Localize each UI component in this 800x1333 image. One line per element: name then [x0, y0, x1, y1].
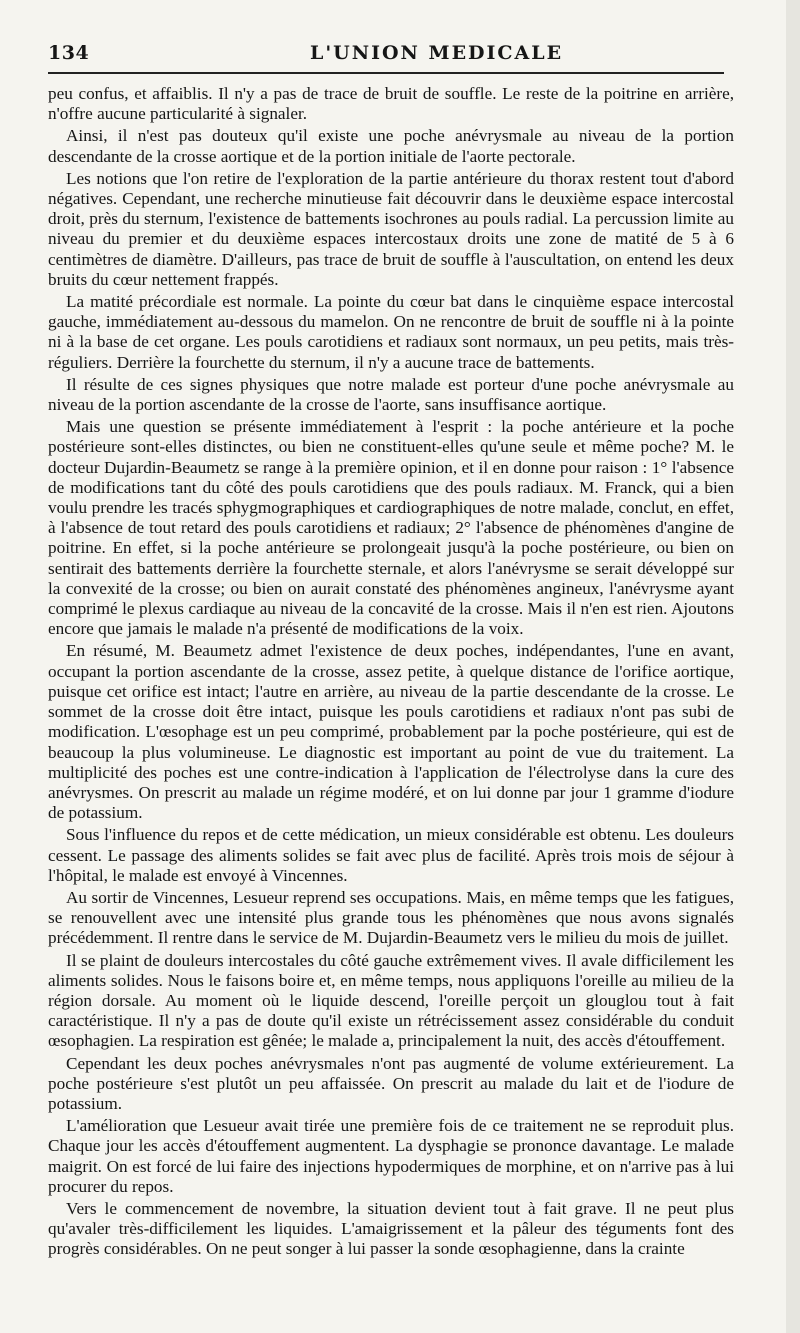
page-header: [48, 42, 724, 64]
paragraph: Sous l'influence du repos et de cette médication, un mieux considérable est obtenu. Les douleurs cessent. Le passage des aliments solides se fait avec plus de facilité. Après trois mois de séjour à l'hôpital, le malade est envoyé à Vincennes.: [48, 825, 734, 885]
paragraph: peu confus, et affaiblis. Il n'y a pas de trace de bruit de souffle. Le reste de la poitrine en arrière, n'offre aucune particularité à signaler.: [48, 84, 734, 124]
paragraph: Mais une question se présente immédiatement à l'esprit : la poche antérieure et la poche postérieure sont-elles distinctes, ou bien ne constituent-elles qu'une seule et même poche? M. le docteur Dujardin-Beaumetz se range à la première opinion, et il en donne pour raison : 1° l'absence de modifications tant du côté des pouls carotidiens que des pouls radiaux. M. Franck, qui a bien voulu prendre les tracés sphygmographiques et cardiographiques de notre malade, conclut, en effet, à l'absence de tout retard des pouls carotidiens et radiaux; 2° l'absence de phénomènes d'angine de poitrine. En effet, si la poche antérieure se prolongeait jusqu'à la poche postérieure, ou bien on sentirait des battements derrière la fourchette sternale, et alors l'anévrysme se serait développé sur la convexité de la crosse; ou bien on aurait constaté des phénomènes angineux, l'anévrysme ayant comprimé le plexus cardiaque au niveau de la concavité de la crosse. Mais il n'en est rien. Ajoutons encore que jamais le malade n'a présenté de modifications de la voix.: [48, 417, 734, 639]
page-number: 134: [48, 42, 90, 64]
paragraph: Il résulte de ces signes physiques que notre malade est porteur d'une poche anévrysmale au niveau de la portion ascendante de la crosse de l'aorte, sans insuffisance aortique.: [48, 374, 734, 415]
paragraph: Il se plaint de douleurs intercostales du côté gauche extrêmement vives. Il avale difficilement les aliments solides. Nous le faisons boire et, en même temps, nous appliquons l'oreille au milieu de la région dorsale. Au moment où le liquide descend, l'oreille perçoit un glouglou tout à fait caractéristique. Il n'y a pas de doute qu'il existe un rétrécissement assez considérable du conduit œsophagien. La respiration est gênée; le malade a, principalement la nuit, des accès d'étouffement.: [48, 950, 734, 1051]
paragraph: Ainsi, il n'est pas douteux qu'il existe une poche anévrysmale au niveau de la portion descendante de la crosse aortique et de la portion initiale de l'aorte pectorale.: [48, 126, 734, 166]
header-rule: [48, 72, 724, 74]
paragraph: Les notions que l'on retire de l'exploration de la partie antérieure du thorax restent tout d'abord négatives. Cependant, une recherche minutieuse fait découvrir dans le deuxième espace intercostal droit, près du sternum, l'existence de battements isochrones au pouls radial. La percussion limite au niveau du premier et du deuxième espaces intercostaux droits une zone de matité de 5 à 6 centimètres de diamètre. D'ailleurs, pas trace de bruit de souffle à l'auscultation, on entend les deux bruits du cœur nettement frappés.: [48, 168, 734, 289]
paragraph: Vers le commencement de novembre, la situation devient tout à fait grave. Il ne peut plus qu'avaler très-difficilement les liquides. L'amaigrissement et la pâleur des téguments font des progrès considérables. On ne peut songer à lui passer la sonde œsophagienne, dans la crainte: [48, 1198, 734, 1259]
paragraph: Cependant les deux poches anévrysmales n'ont pas augmenté de volume extérieurement. La poche postérieure s'est plutôt un peu affaissée. On prescrit au malade du lait et de l'iodure de potassium.: [48, 1053, 734, 1113]
paragraph: La matité précordiale est normale. La pointe du cœur bat dans le cinquième espace intercostal gauche, immédiatement au-dessous du mamelon. On ne rencontre de bruit de souffle ni à la pointe ni à la base de cet organe. Les pouls carotidiens et radiaux sont normaux, un peu petits, mais très-réguliers. Derrière la fourchette du sternum, il n'y a aucune trace de battements.: [48, 292, 734, 372]
paragraph: En résumé, M. Beaumetz admet l'existence de deux poches, indépendantes, l'une en avant, occupant la portion ascendante de la crosse, assez petite, à quelque distance de l'orifice aortique, puisque cet orifice est intact; l'autre en arrière, au niveau de la partie descendante de la crosse. Le sommet de la crosse doit être intact, puisque les pouls carotidiens et radiaux n'ont pas subi de modification. L'œsophage est un peu comprimé, probablement par la poche postérieure, qui est de beaucoup la plus volumineuse. Le diagnostic est important au point de vue du traitement. La multiplicité des poches est une contre-indication à l'application de l'électrolyse dans la cure des anévrysmes. On prescrit au malade un régime modéré, et on lui donne par jour 1 gramme d'iodure de potassium.: [48, 641, 734, 823]
journal-title: L'UNION MEDICALE: [310, 42, 564, 64]
article-body: [48, 84, 734, 1262]
paragraph: L'amélioration que Lesueur avait tirée une première fois de ce traitement ne se reproduit plus. Chaque jour les accès d'étouffement augmentent. La dysphagie se prononce davantage. Le malade maigrit. On est forcé de lui faire des injections hypodermiques de morphine, et on n'arrive pas à lui procurer du repos.: [48, 1116, 734, 1196]
paragraph: Au sortir de Vincennes, Lesueur reprend ses occupations. Mais, en même temps que les fatigues, se renouvellent avec une intensité plus grande tous les phénomènes que nous avons signalés précédemment. Il rentre dans le service de M. Dujardin-Beaumetz vers le milieu du mois de juillet.: [48, 887, 734, 948]
